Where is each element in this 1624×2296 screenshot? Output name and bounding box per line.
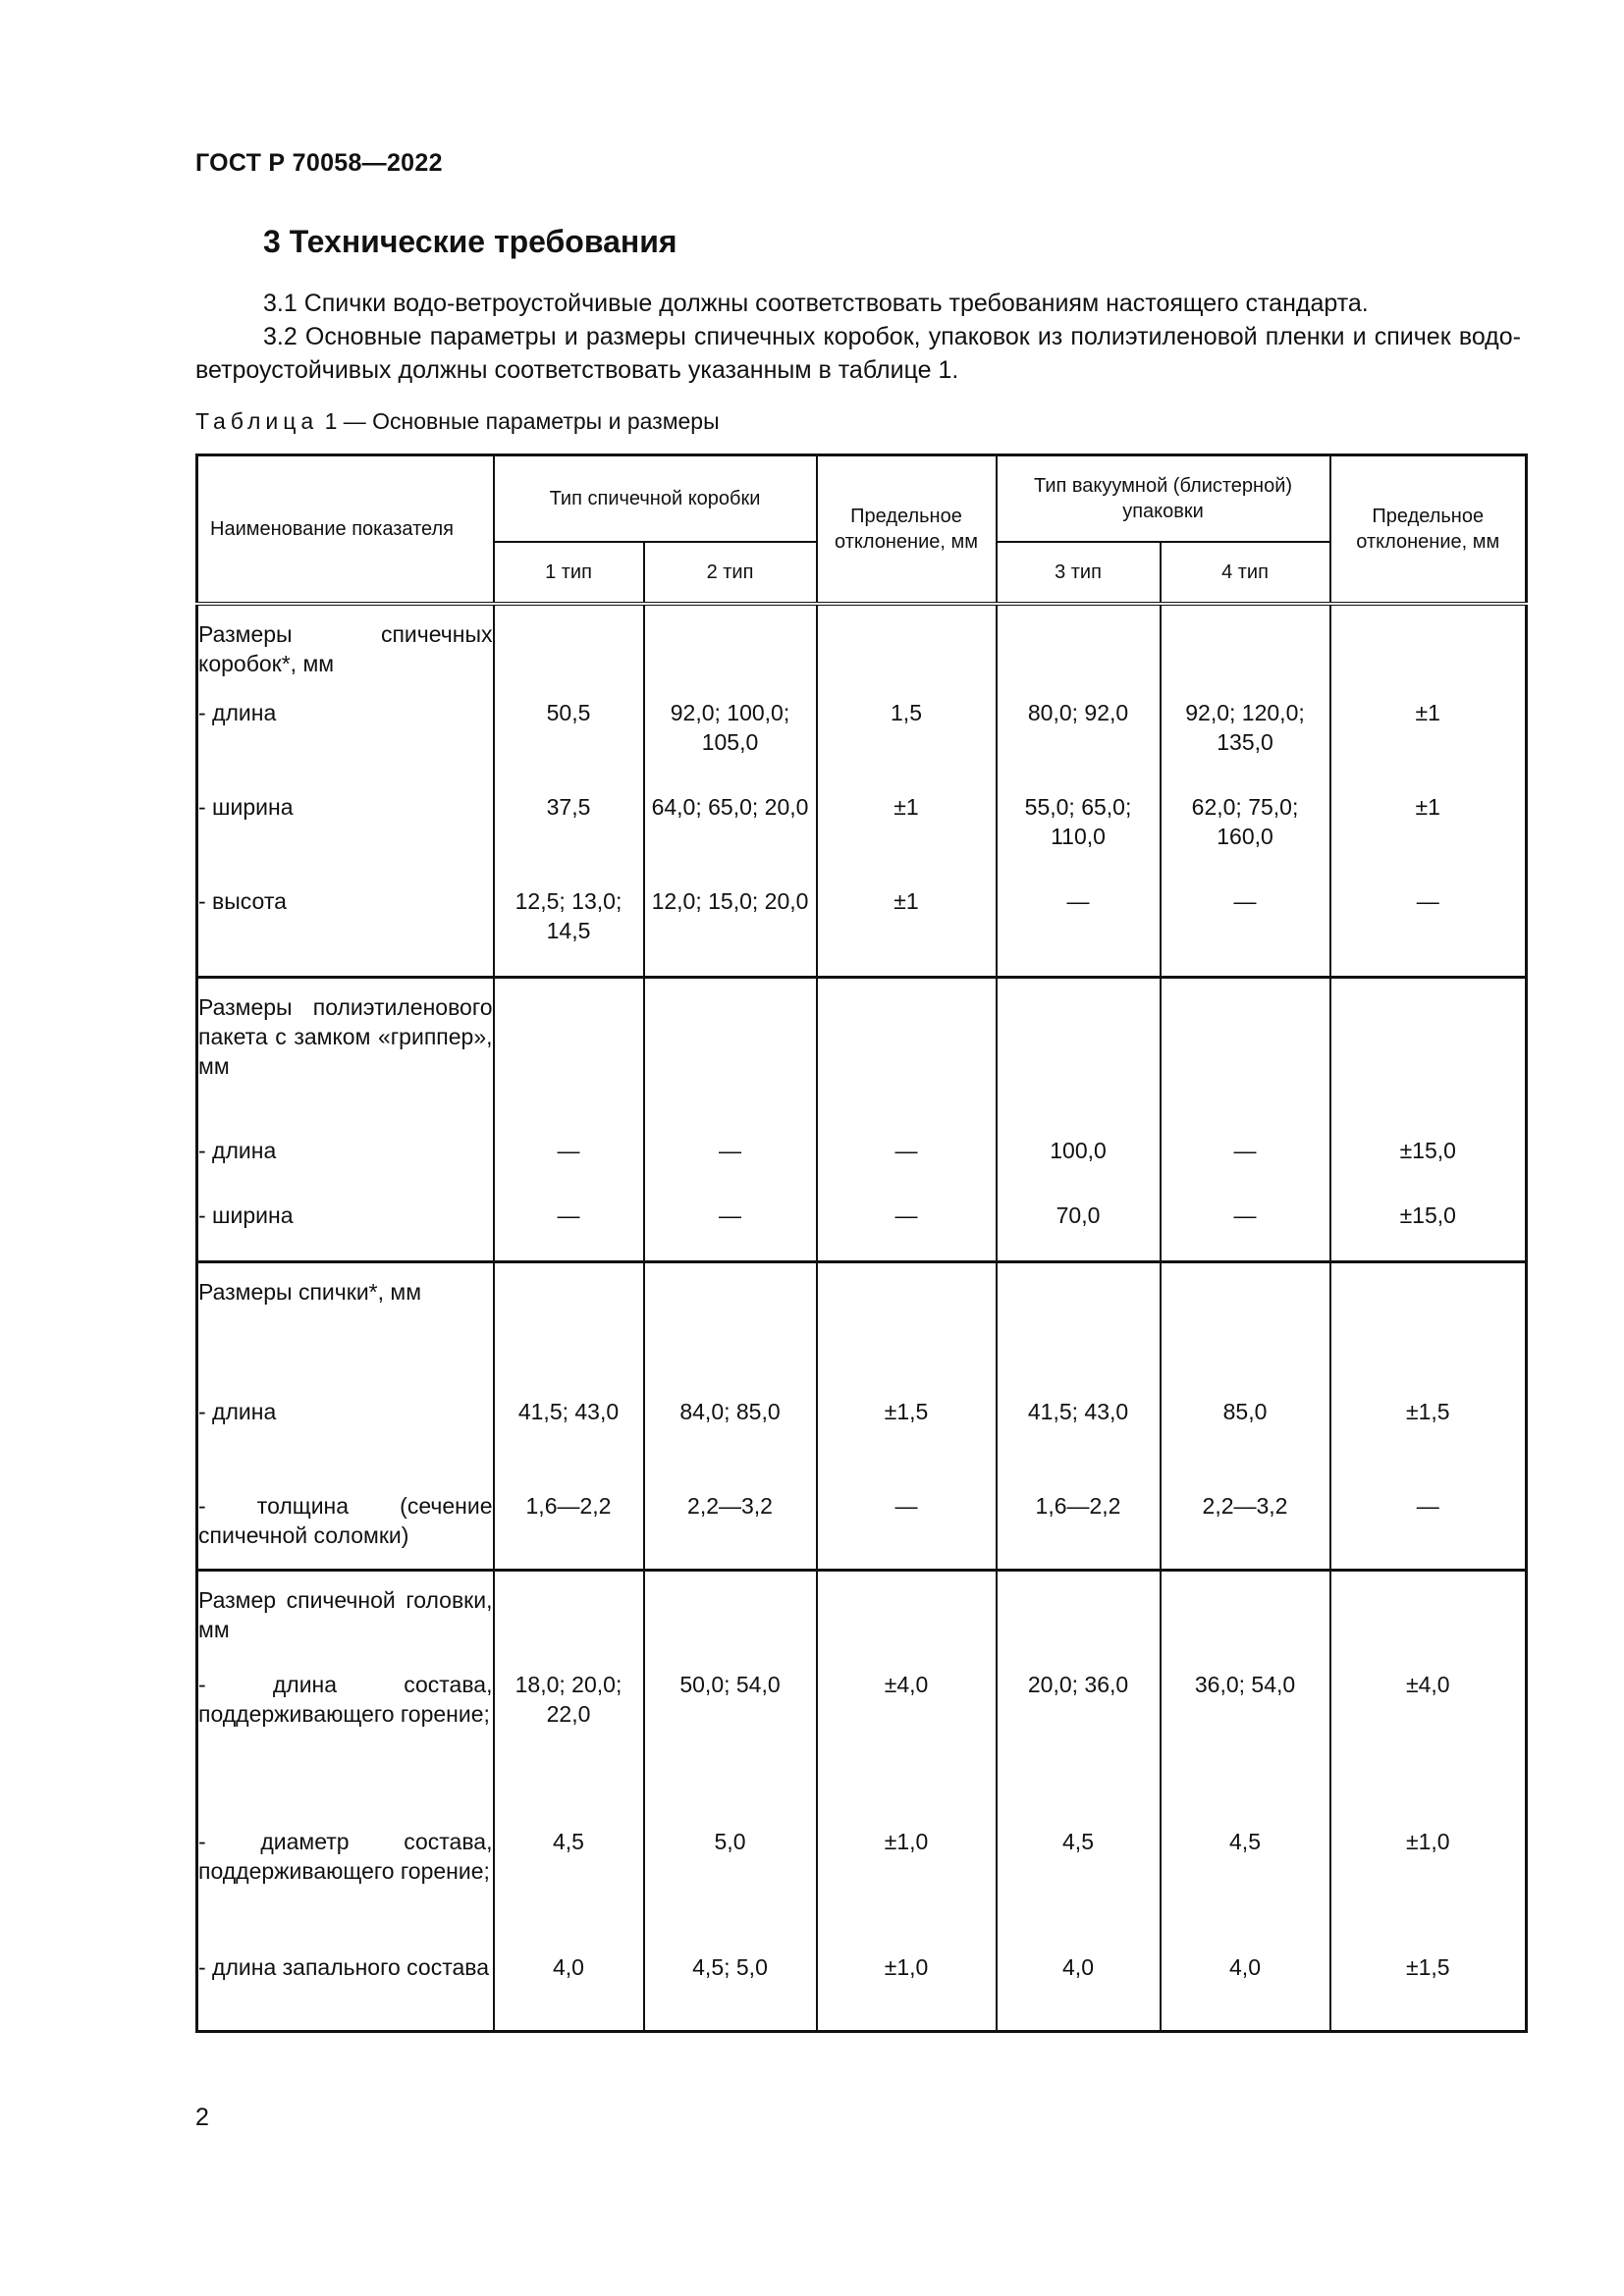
cell-tolerance-1: 1,5 (817, 698, 997, 792)
row-label: - ширина (197, 1201, 494, 1261)
cell-type-2: 50,0; 54,0 (644, 1670, 817, 1827)
header-box-type: Тип спичечной коробки (494, 455, 817, 543)
row-label: - длина (197, 698, 494, 792)
header-tolerance-2: Предельное отклонение, мм (1330, 455, 1527, 605)
table-row (197, 886, 1527, 977)
group-title-row (197, 1570, 1527, 1670)
cell-type-1: 4,0 (494, 1952, 644, 2031)
cell-type-4: 2,2—3,2 (1161, 1491, 1330, 1570)
cell-type-2: 4,5; 5,0 (644, 1952, 817, 2031)
cell-type-4: — (1161, 1136, 1330, 1201)
cell-type-3: 70,0 (997, 1201, 1161, 1261)
cell-type-2: 12,0; 15,0; 20,0 (644, 886, 817, 977)
group-title-row (197, 977, 1527, 1136)
cell-type-4: 62,0; 75,0; 160,0 (1161, 792, 1330, 886)
group-title: Размер спичечной головки, мм (197, 1570, 494, 1670)
cell-type-1: 50,5 (494, 698, 644, 792)
table-row (197, 1670, 1527, 1827)
cell-tolerance-1: ±1,5 (817, 1397, 997, 1491)
cell-type-1: 4,5 (494, 1827, 644, 1952)
group-title: Размеры спичечных коробок*, мм (197, 604, 494, 698)
cell-type-3: 55,0; 65,0; 110,0 (997, 792, 1161, 886)
cell-type-3: 41,5; 43,0 (997, 1397, 1161, 1491)
header-name: Наименование показателя (197, 455, 494, 605)
cell-type-3: 20,0; 36,0 (997, 1670, 1161, 1827)
row-label: - длина (197, 1397, 494, 1491)
cell-type-4: 85,0 (1161, 1397, 1330, 1491)
table-row (197, 1136, 1527, 1201)
row-label: - толщина (сечение спичечной соломки) (197, 1491, 494, 1570)
cell-type-4: — (1161, 1201, 1330, 1261)
cell-type-3: 80,0; 92,0 (997, 698, 1161, 792)
cell-tolerance-2: ±1,0 (1330, 1827, 1527, 1952)
group-title: Размеры полиэтиленового пакета с замком «гриппер», мм (197, 977, 494, 1136)
cell-tolerance-2: ±4,0 (1330, 1670, 1527, 1827)
cell-type-4: 4,0 (1161, 1952, 1330, 2031)
cell-type-1: 37,5 (494, 792, 644, 886)
cell-type-3: 4,0 (997, 1952, 1161, 2031)
cell-type-2: 5,0 (644, 1827, 817, 1952)
document-code: ГОСТ Р 70058—2022 (195, 149, 443, 177)
row-label: - ширина (197, 792, 494, 886)
cell-type-1: — (494, 1136, 644, 1201)
table-row (197, 698, 1527, 792)
header-type-2: 2 тип (644, 542, 817, 604)
row-label: - длина (197, 1136, 494, 1201)
row-label: - длина запального состава (197, 1952, 494, 2031)
cell-type-2: 92,0; 100,0; 105,0 (644, 698, 817, 792)
table-row (197, 1952, 1527, 2031)
cell-tolerance-1: — (817, 1491, 997, 1570)
cell-type-4: — (1161, 886, 1330, 977)
group-title: Размеры спички*, мм (197, 1261, 494, 1397)
cell-tolerance-1: ±1,0 (817, 1952, 997, 2031)
page-number: 2 (195, 2104, 209, 2131)
header-type-4: 4 тип (1161, 542, 1330, 604)
group-title-row (197, 604, 1527, 698)
cell-type-1: 41,5; 43,0 (494, 1397, 644, 1491)
cell-type-3: — (997, 886, 1161, 977)
table-row (197, 1397, 1527, 1491)
cell-type-2: 84,0; 85,0 (644, 1397, 817, 1491)
cell-tolerance-2: — (1330, 1491, 1527, 1570)
cell-type-3: 4,5 (997, 1827, 1161, 1952)
group-bag-sizes (197, 977, 1527, 1261)
cell-tolerance-1: ±1,0 (817, 1827, 997, 1952)
table-row (197, 1201, 1527, 1261)
cell-tolerance-2: ±1,5 (1330, 1952, 1527, 2031)
cell-type-1: 12,5; 13,0; 14,5 (494, 886, 644, 977)
paragraph-3-2: 3.2 Основные параметры и размеры спичечных коробок, упаковок из полиэтиленовой пленки и спичек водо-ветроустойчивых должны соответствовать указанным в таблице 1. (195, 323, 1521, 384)
cell-tolerance-2: ±15,0 (1330, 1136, 1527, 1201)
cell-tolerance-2: ±15,0 (1330, 1201, 1527, 1261)
cell-type-4: 4,5 (1161, 1827, 1330, 1952)
group-head-sizes (197, 1570, 1527, 2031)
header-type-1: 1 тип (494, 542, 644, 604)
table-caption-text: 1 — Основные параметры и размеры (318, 408, 720, 434)
cell-tolerance-1: ±1 (817, 792, 997, 886)
cell-tolerance-1: — (817, 1136, 997, 1201)
cell-type-2: — (644, 1136, 817, 1201)
cell-type-3: 100,0 (997, 1136, 1161, 1201)
cell-tolerance-2: ±1,5 (1330, 1397, 1527, 1491)
cell-type-4: 36,0; 54,0 (1161, 1670, 1330, 1827)
header-type-3: 3 тип (997, 542, 1161, 604)
paragraph-3-1: 3.1 Спички водо-ветроустойчивые должны соответствовать требованиям настоящего стандарта. (263, 290, 1369, 317)
cell-type-1: — (494, 1201, 644, 1261)
cell-type-2: 64,0; 65,0; 20,0 (644, 792, 817, 886)
cell-type-2: 2,2—3,2 (644, 1491, 817, 1570)
group-match-sizes (197, 1261, 1527, 1570)
row-label: - длина состава, поддерживающего горение; (197, 1670, 494, 1827)
table-row (197, 1827, 1527, 1952)
header-tolerance-1: Предельное отклонение, мм (817, 455, 997, 605)
cell-type-4: 92,0; 120,0; 135,0 (1161, 698, 1330, 792)
header-blister-type: Тип вакуумной (блистерной) упаковки (997, 455, 1330, 543)
row-label: - высота (197, 886, 494, 977)
cell-tolerance-2: ±1 (1330, 792, 1527, 886)
parameters-table (195, 454, 1528, 2033)
table-caption (195, 408, 720, 435)
cell-tolerance-2: ±1 (1330, 698, 1527, 792)
cell-type-3: 1,6—2,2 (997, 1491, 1161, 1570)
group-title-row (197, 1261, 1527, 1397)
row-label: - диаметр состава, поддерживающего горение; (197, 1827, 494, 1952)
cell-tolerance-1: — (817, 1201, 997, 1261)
section-title: 3 Технические требования (263, 224, 677, 259)
cell-tolerance-1: ±4,0 (817, 1670, 997, 1827)
cell-tolerance-2: — (1330, 886, 1527, 977)
table-caption-word: Таблица (195, 408, 319, 434)
cell-type-1: 18,0; 20,0; 22,0 (494, 1670, 644, 1827)
cell-type-2: — (644, 1201, 817, 1261)
table-row (197, 792, 1527, 886)
table-row (197, 1491, 1527, 1570)
cell-tolerance-1: ±1 (817, 886, 997, 977)
group-box-sizes (197, 604, 1527, 977)
cell-type-1: 1,6—2,2 (494, 1491, 644, 1570)
